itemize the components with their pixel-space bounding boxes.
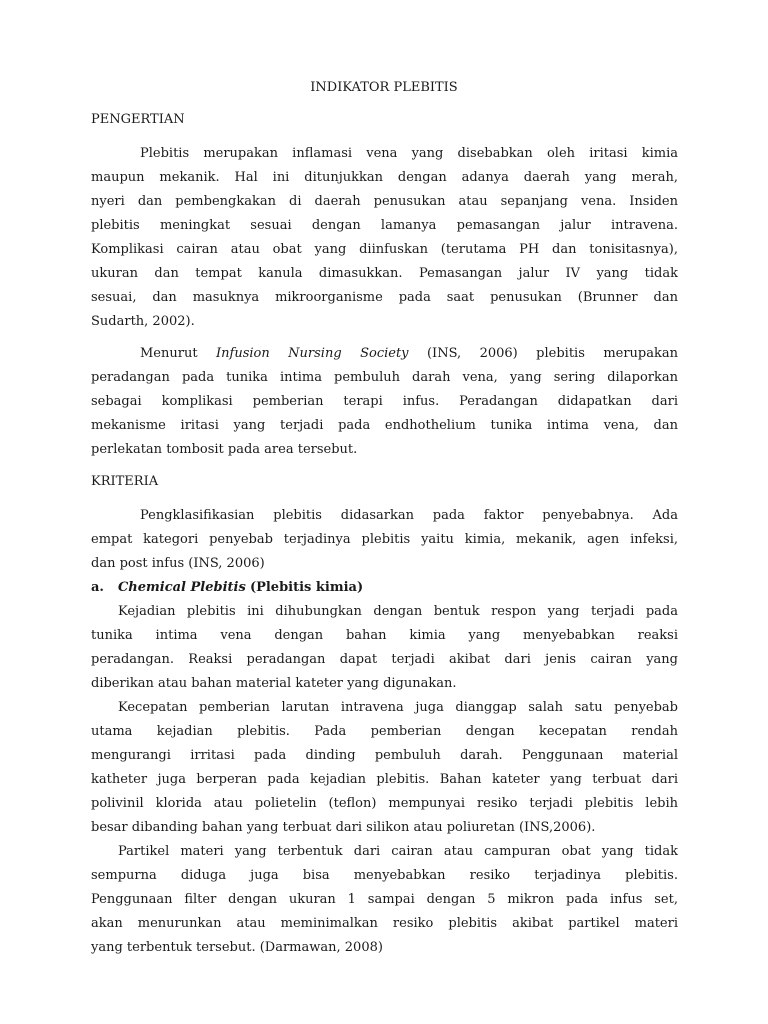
paragraph-line: yang terbentuk tersebut. (Darmawan, 2008) [91,940,383,955]
paragraph-line: Kejadian plebitis ini dihubungkan dengan bentuk respon yang terjadi pada [118,604,678,619]
paragraph-line: Penggunaan filter dengan ukuran 1 sampai dengan 5 mikron pada infus set, [91,892,678,907]
paragraph-line: polivinil klorida atau polietelin (teflon) mempunyai resiko terjadi plebitis lebih [91,796,678,811]
paragraph-line: mekanisme iritasi yang terjadi pada endhothelium tunika intima vena, dan [91,418,678,433]
section-heading-kriteria: KRITERIA [91,474,159,489]
text-span: (INS, 2006) plebitis merupakan [426,346,678,361]
paragraph-line: diberikan atau bahan material kateter yang digunakan. [91,676,457,691]
paragraph-line: sesuai, dan masuknya mikroorganisme pada saat penusukan (Brunner dan [91,290,678,305]
list-marker: a. [91,580,104,595]
paragraph-line: Komplikasi cairan atau obat yang diinfuskan (terutama PH dan tonisitasnya), [91,242,678,257]
paragraph-line: Kecepatan pemberian larutan intravena juga dianggap salah satu penyebab [118,700,678,715]
paragraph-line: utama kejadian plebitis. Pada pemberian dengan kecepatan rendah [91,724,678,739]
document-title: INDIKATOR PLEBITIS [310,80,458,95]
paragraph-line: Sudarth, 2002). [91,314,195,329]
text-span: Menurut [140,346,198,361]
paragraph-line: peradangan. Reaksi peradangan dapat terjadi akibat dari jenis cairan yang [91,652,678,667]
paragraph-line: nyeri dan pembengkakan di daerah penusukan atau sepanjang vena. Insiden [91,194,678,209]
subheading-chemical-plebitis [91,580,678,596]
paragraph-line: empat kategori penyebab terjadinya plebitis yaitu kimia, mekanik, agen infeksi, [91,532,678,547]
paragraph-line: Plebitis merupakan inflamasi vena yang disebabkan oleh iritasi kimia [140,146,678,161]
paragraph-line: perlekatan tombosit pada area tersebut. [91,442,358,457]
italic-term: Chemical Plebitis [117,580,246,595]
paragraph-line: mengurangi irritasi pada dinding pembuluh darah. Penggunaan material [91,748,678,763]
text-span: (Plebitis kimia) [249,580,364,595]
paragraph-line: maupun mekanik. Hal ini ditunjukkan dengan adanya daerah yang merah, [91,170,678,185]
paragraph-line: Partikel materi yang terbentuk dari cairan atau campuran obat yang tidak [118,844,678,859]
italic-term: Infusion Nursing Society [216,346,409,361]
paragraph-line: Pengklasifikasian plebitis didasarkan pada faktor penyebabnya. Ada [140,508,678,523]
paragraph-line: plebitis meningkat sesuai dengan lamanya pemasangan jalur intravena. [91,218,678,233]
paragraph-line: sempurna diduga juga bisa menyebabkan resiko terjadinya plebitis. [91,868,678,883]
paragraph-line [140,346,678,362]
paragraph-line: ukuran dan tempat kanula dimasukkan. Pemasangan jalur IV yang tidak [91,266,678,281]
paragraph-line: besar dibanding bahan yang terbuat dari silikon atau poliuretan (INS,2006). [91,820,596,835]
paragraph-line: sebagai komplikasi pemberian terapi infus. Peradangan didapatkan dari [91,394,678,409]
paragraph-line: dan post infus (INS, 2006) [91,556,265,571]
paragraph-line: tunika intima vena dengan bahan kimia yang menyebabkan reaksi [91,628,678,643]
paragraph-line: katheter juga berperan pada kejadian plebitis. Bahan kateter yang terbuat dari [91,772,678,787]
paragraph-line: peradangan pada tunika intima pembuluh darah vena, yang sering dilaporkan [91,370,678,385]
paragraph-line: akan menurunkan atau meminimalkan resiko plebitis akibat partikel materi [91,916,678,931]
section-heading-pengertian: PENGERTIAN [91,112,185,127]
